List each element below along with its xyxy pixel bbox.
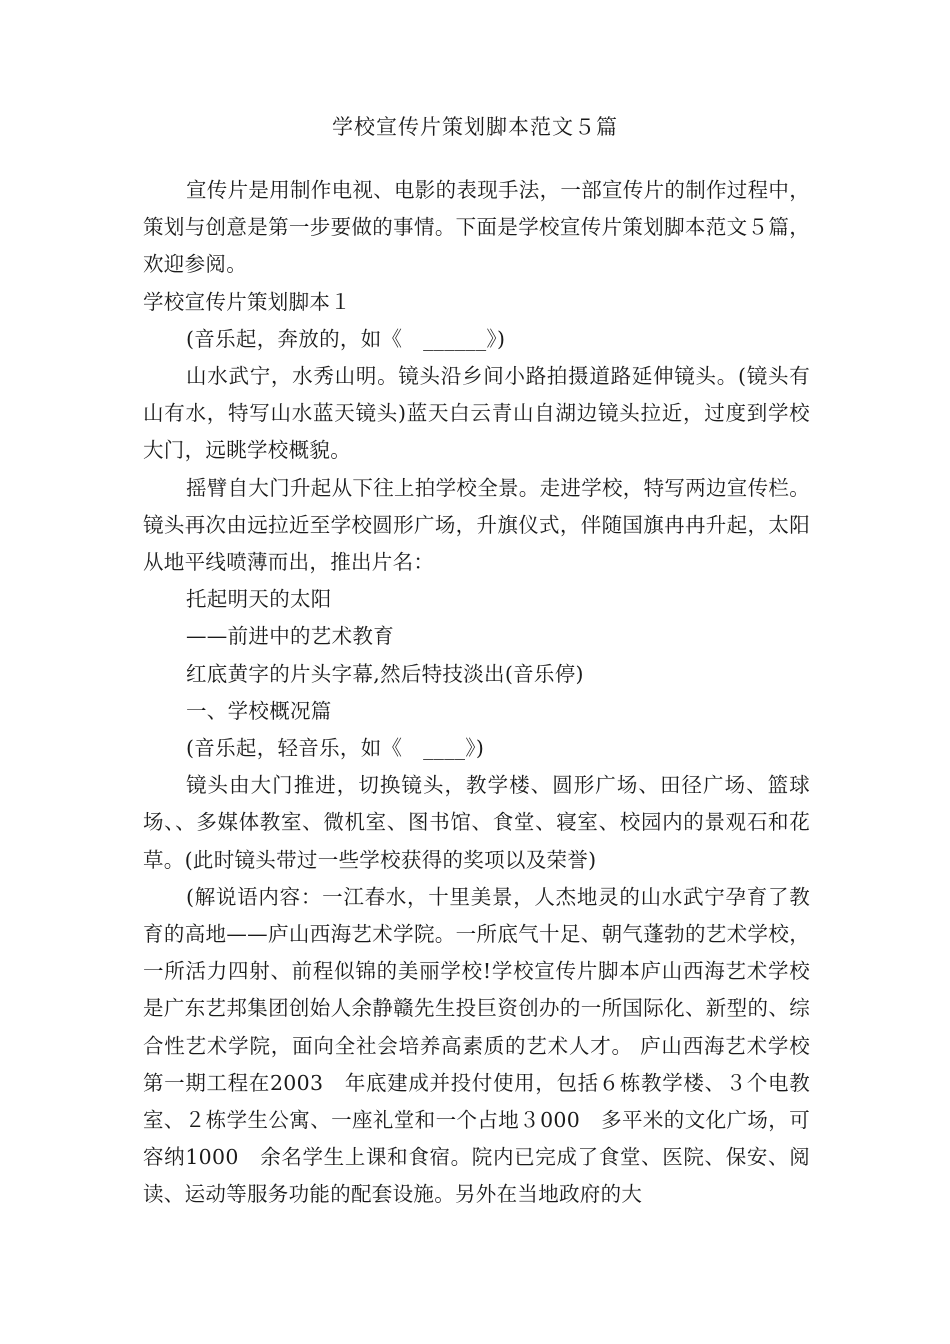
subsection-heading: 一、学校概况篇 — [186, 698, 332, 723]
paragraph-intro: 宣传片是用制作电视、电影的表现手法，一部宣传片的制作过程中，策划与创意是第一步要做的事情。下面是学校宣传片策划脚本范文５篇，欢迎参阅。 — [143, 178, 810, 277]
paragraph: (解说语内容：一江春水，十里美景，人杰地灵的山水武宁孕育了教育的高地——庐山西海艺术学院。一所底气十足、朝气蓬勃的艺术学校，一所活力四射、前程似锦的美丽学校!学校宣传片脚本庐山西海艺术学校是广东艺邦集团创始人余静赣先生投巨资创办的一所国际化、新型的、综合性艺术学院，面向全社会培养高素质的艺术人才。 庐山西海艺术学校第一期工程在2003 年底建成并投付使用，包括６栋教学楼、３个电教室、２栋学生公寓、一座礼堂和一个占地３000 多平米的文化广场，可容纳1000 余名学生上课和食宿。院内已完成了食堂、医院、保安、阅读、运动等服务功能的配套设施。另外在当地政府的大 — [143, 884, 810, 1207]
paragraph: 镜头由大门推进，切换镜头，教学楼、圆形广场、田径广场、篮球场、、多媒体教室、微机室、图书馆、食堂、寝室、校园内的景观石和花草。(此时镜头带过一些学校获得的奖项以及荣誉) — [143, 773, 810, 872]
paragraph: 红底黄字的片头字幕,然后特技淡出(音乐停) — [186, 661, 584, 686]
paragraph: (音乐起，奔放的，如《 ______》) — [186, 326, 506, 351]
document-title: 学校宣传片策划脚本范文５篇 — [332, 115, 618, 139]
paragraph: ——前进中的艺术教育 — [186, 624, 394, 649]
paragraph: (音乐起，轻音乐，如《 ____》) — [186, 736, 485, 761]
paragraph: 托起明天的太阳 — [186, 587, 332, 612]
paragraph: 摇臂自大门升起从下往上拍学校全景。走进学校，特写两边宣传栏。镜头再次由远拉近至学校圆形广场，升旗仪式，伴随国旗冉冉升起，太阳从地平线喷薄而出，推出片名： — [143, 475, 810, 575]
section-heading: 学校宣传片策划脚本１ — [143, 289, 351, 314]
document-body — [143, 172, 810, 1214]
paragraph: 山水武宁，水秀山明。镜头沿乡间小路拍摄道路延伸镜头。(镜头有山有水，特写山水蓝天镜头)蓝天白云青山自湖边镜头拉近，过度到学校大门，远眺学校概貌。 — [143, 364, 810, 463]
